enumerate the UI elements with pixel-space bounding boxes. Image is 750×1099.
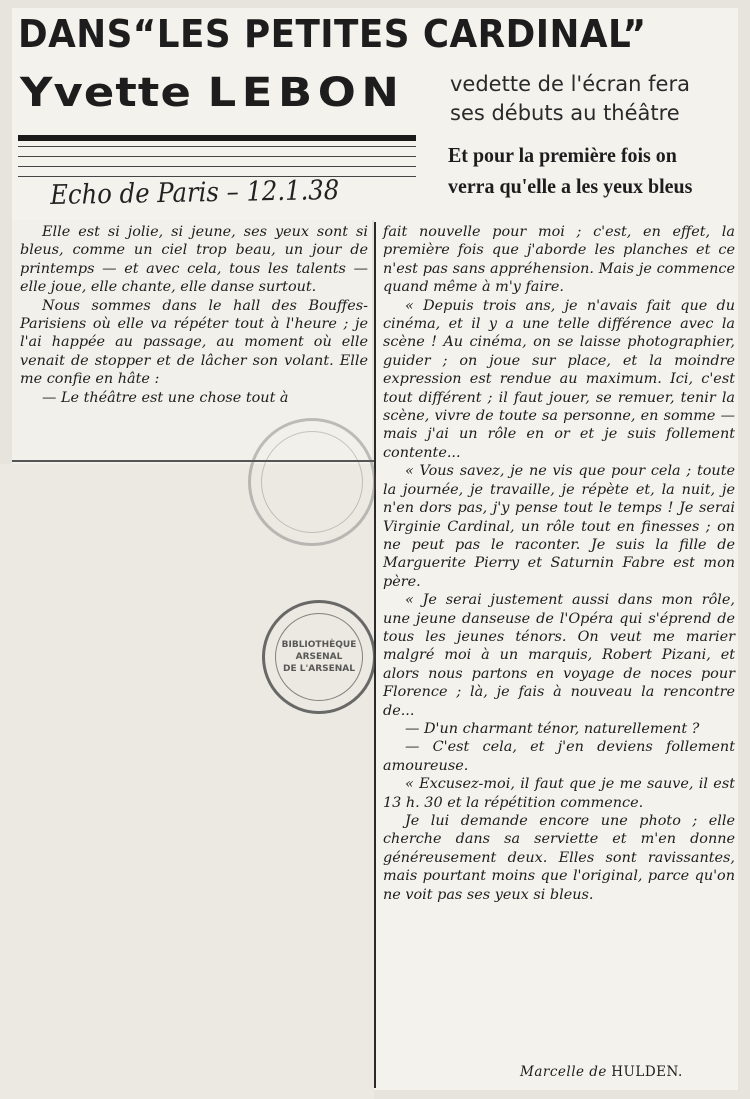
byline [520, 1064, 683, 1080]
paragraph: Nous sommes dans le hall des Bouffes-Parisiens où elle va répéter tout à l'heure ; je l'ai happée au passage, au moment où elle venait de stopper et de lâcher son volant. Elle me confie en hâte : [20, 297, 368, 388]
subheadline-light-line: ses débuts au théâtre [450, 101, 680, 125]
star-first-name: Yvette [20, 70, 192, 116]
stamp-line: BIBLIOTHÈQUE [281, 640, 357, 650]
thin-rule [18, 156, 416, 157]
stamp-text [265, 603, 373, 711]
paragraph: « Vous savez, je ne vis que pour cela ; toute la journée, je travaille, je répète et, la nuit, je n'en dors pas, j'y pense tout le temps ! Je serai Virginie Cardinal, un rôle tout en finesses ; on ne peut pas le raconter. Je suis la fille de Marguerite Pierry et Saturnin Fabre est mon père. [383, 463, 735, 590]
paragraph: — C'est cela, et j'en deviens follement amoureuse. [383, 739, 735, 774]
thick-rule [18, 135, 416, 141]
subheadline-light-line: vedette de l'écran fera [450, 72, 690, 96]
paragraph: fait nouvelle pour moi ; c'est, en effet, la première fois que j'aborde les planches et ce n'est pas sans appréhension. Mais je commence quand même à m'y faire. [383, 224, 735, 296]
headline: DANS“LES PETITES CARDINAL” [18, 12, 647, 56]
paragraph: Elle est si jolie, si jeune, ses yeux sont si bleus, comme un ciel trop beau, un jour de printemps — et avec cela, tous les talents — elle joue, elle chante, elle danse surtout. [20, 224, 368, 296]
star-last-name: LEBON [207, 70, 405, 116]
article-column-right [383, 223, 735, 904]
article-column-left [20, 223, 368, 407]
handwritten-source-note: Echo de Paris – 12.1.38 [50, 174, 340, 211]
subheadline-light [450, 70, 740, 128]
star-name [20, 70, 405, 116]
backing-sheet [0, 464, 374, 1099]
paragraph: — Le théâtre est une chose tout à [42, 389, 289, 406]
faint-library-stamp [248, 418, 376, 546]
paragraph: « Excusez-moi, il faut que je me sauve, il est 13 h. 30 et la répétition commence. [383, 776, 735, 811]
stamp-line: DE L'ARSENAL [283, 664, 355, 674]
subheadline-bold-line: Et pour la première fois on [448, 143, 677, 167]
stamp-line: ARSENAL [295, 652, 343, 662]
byline-name: HULDEN. [611, 1064, 683, 1080]
paragraph: — D'un charmant ténor, naturellement ? [405, 720, 700, 737]
library-stamp [262, 600, 376, 714]
thin-rule [18, 166, 416, 167]
paragraph: « Je serai justement aussi dans mon rôle, une jeune danseuse de l'Opéra qui s'éprend de tous les jeunes ténors. On veut me marier malgré moi à un marquis, Robert Pizani, et alors nous partons en voyage de noces pour Florence ; là, je fais à nouveau la rencontre de... [383, 592, 735, 719]
paragraph: Je lui demande encore une photo ; elle cherche dans sa serviette et m'en donne généreusement deux. Elles sont ravissantes, mais pourtant moins que l'original, parce qu'on ne voit pas ses yeux si bleus. [383, 813, 735, 903]
thin-rule [18, 146, 416, 147]
subheadline-bold [448, 140, 727, 202]
byline-prefix: Marcelle de [520, 1064, 607, 1080]
subheadline-bold-line: verra qu'elle a les yeux bleus [448, 174, 693, 198]
paragraph: « Depuis trois ans, je n'avais fait que du cinéma, et il y a une telle différence avec la scène ! Au cinéma, on se laisse photographier, guider ; on joue sur place, et la moindre expression est rendue au maximum. Ici, c'est tout différent ; il faut jouer, se remuer, tenir la scène, vivre de toute sa personne, en somme — mais j'ai un rôle en or et je suis follement contente... [383, 297, 735, 461]
